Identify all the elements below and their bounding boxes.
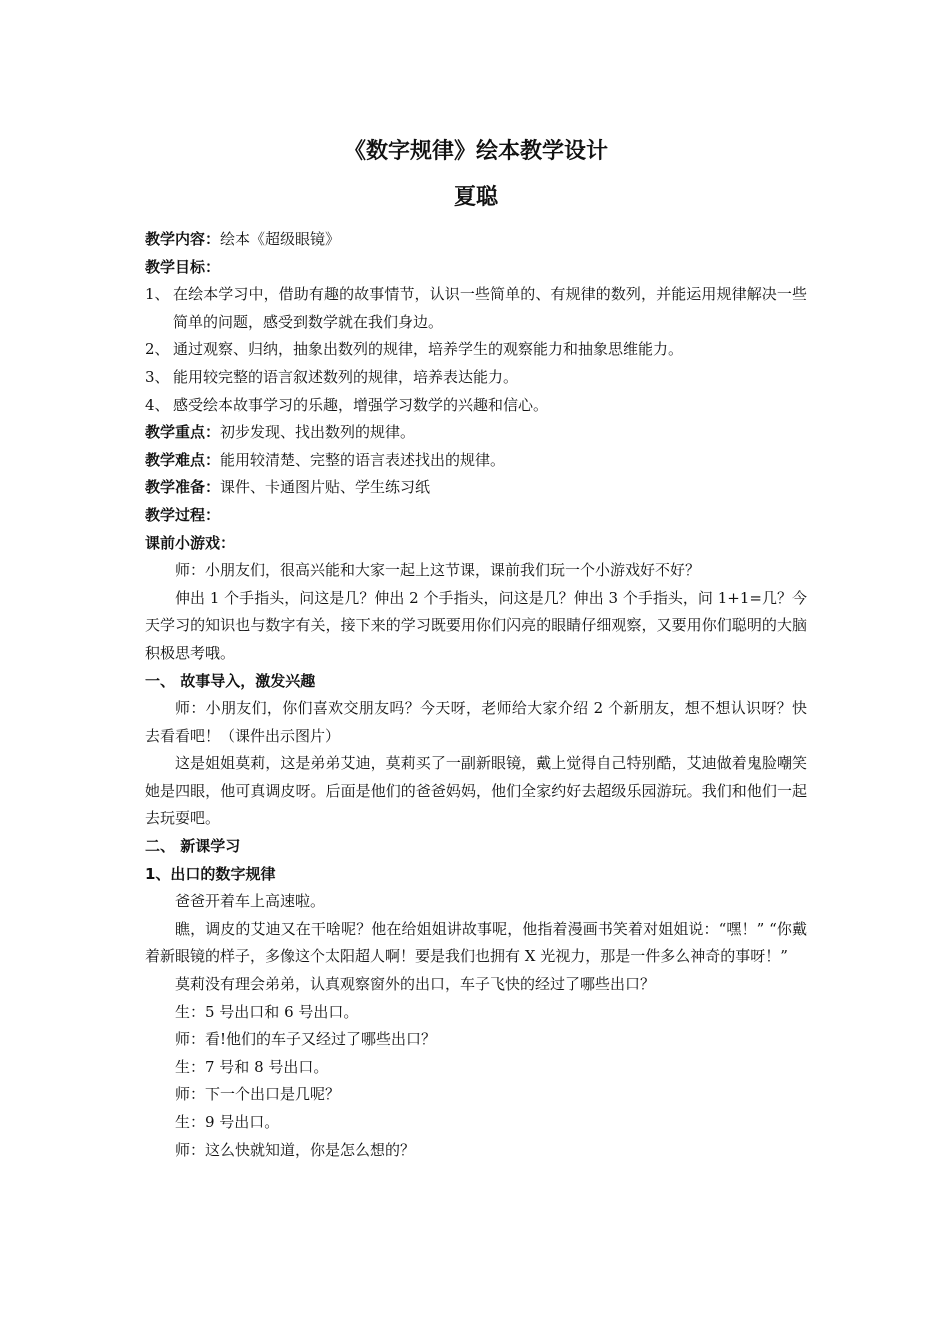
teaching-content xyxy=(145,226,807,254)
document-page xyxy=(145,132,807,1164)
goal-text: 在绘本学习中，借助有趣的故事情节，认识一些简单的、有规律的数列，并能运用规律解决一些简单的问题，感受到数学就在我们身边。 xyxy=(173,285,807,331)
dialogue-line: 师：这么快就知道，你是怎么想的？ xyxy=(175,1140,416,1159)
teaching-goals-label: 教学目标： xyxy=(145,257,221,276)
teaching-content-label: 教学内容： xyxy=(145,230,221,248)
story-paragraph: 莫莉没有理会弟弟，认真观察窗外的出口，车子飞快的经过了哪些出口？ xyxy=(175,975,656,994)
difficulties-value: 能用较清楚、完整的语言表述找出的规律。 xyxy=(220,450,506,469)
preparation-label: 教学准备： xyxy=(145,478,221,497)
document-title: 《数字规律》绘本教学设计 xyxy=(343,139,608,164)
goal-item xyxy=(145,392,807,420)
story-paragraph: 爸爸开着车上高速啦。 xyxy=(175,892,326,911)
dialogue-line: 生：5 号出口和 6 号出口。 xyxy=(175,1002,359,1021)
difficulties-label: 教学难点： xyxy=(145,450,221,469)
key-points-label: 教学重点： xyxy=(145,423,221,442)
preparation-value: 课件、卡通图片贴、学生练习纸 xyxy=(220,478,431,497)
goal-number: 1、 xyxy=(145,285,170,304)
teaching-key-points xyxy=(145,419,807,447)
goal-item xyxy=(145,364,807,392)
key-points-value: 初步发现、找出数列的规律。 xyxy=(220,423,416,442)
section-paragraph: 这是姐姐莫莉，这是弟弟艾迪，莫莉买了一副新眼镜，戴上觉得自己特别酷，艾迪做着鬼脸嘲笑她是四眼，他可真调皮呀。后面是他们的爸爸妈妈，他们全家约好去超级乐园游玩。我们和他们一起去玩耍吧。 xyxy=(145,754,807,828)
dialogue-line: 生：7 号和 8 号出口。 xyxy=(175,1057,329,1076)
goal-text: 感受绘本故事学习的乐趣，增强学习数学的兴趣和信心。 xyxy=(173,395,549,414)
document-author: 夏聪 xyxy=(453,185,498,210)
section-heading: 二、 新课学习 xyxy=(145,837,241,856)
dialogue-line: 师：看!他们的车子又经过了哪些出口？ xyxy=(175,1030,437,1049)
section-paragraph: 师：小朋友们，你们喜欢交朋友吗？今天呀，老师给大家介绍 2 个新朋友，想不想认识呀？快去看看吧！（课件出示图片） xyxy=(145,699,807,745)
dialogue-line: 生：9 号出口。 xyxy=(175,1113,280,1131)
goal-number: 3、 xyxy=(145,367,170,386)
goal-number: 4、 xyxy=(145,395,170,414)
goal-item xyxy=(145,281,807,336)
goal-item xyxy=(145,336,807,364)
warmup-label: 课前小游戏： xyxy=(145,533,236,552)
teaching-process-label: 教学过程： xyxy=(145,505,221,524)
warmup-paragraph: 伸出 1 个手指头，问这是几？伸出 2 个手指头，问这是几？伸出 3 个手指头，问 1+1=几？今天学习的知识也与数字有关，接下来的学习既要用你们闪亮的眼睛仔细观察，又要用你们聪明的大脑积极思考哦。 xyxy=(145,588,807,662)
teaching-content-value: 绘本《超级眼镜》 xyxy=(220,230,341,248)
teaching-preparation xyxy=(145,474,807,502)
goal-text: 能用较完整的语言叙述数列的规律，培养表达能力。 xyxy=(173,367,519,386)
goal-number: 2、 xyxy=(145,340,170,359)
story-paragraph: 瞧，调皮的艾迪又在干啥呢？他在给姐姐讲故事呢，他指着漫画书笑着对姐姐说：“嘿！” “你戴着新眼镜的样子，多像这个太阳超人啊！要是我们也拥有 X 光视力，那是一件多么神奇的事呀！” xyxy=(145,919,807,966)
warmup-paragraph: 师：小朋友们，很高兴能和大家一起上这节课，课前我们玩一个小游戏好不好？ xyxy=(175,561,701,580)
teaching-difficulties xyxy=(145,447,807,475)
subsection-heading: 1、出口的数字规律 xyxy=(145,864,276,883)
dialogue-line: 师：下一个出口是几呢？ xyxy=(175,1085,341,1104)
goal-text: 通过观察、归纳，抽象出数列的规律，培养学生的观察能力和抽象思维能力。 xyxy=(173,340,684,359)
section-heading: 一、 故事导入，激发兴趣 xyxy=(145,671,316,690)
